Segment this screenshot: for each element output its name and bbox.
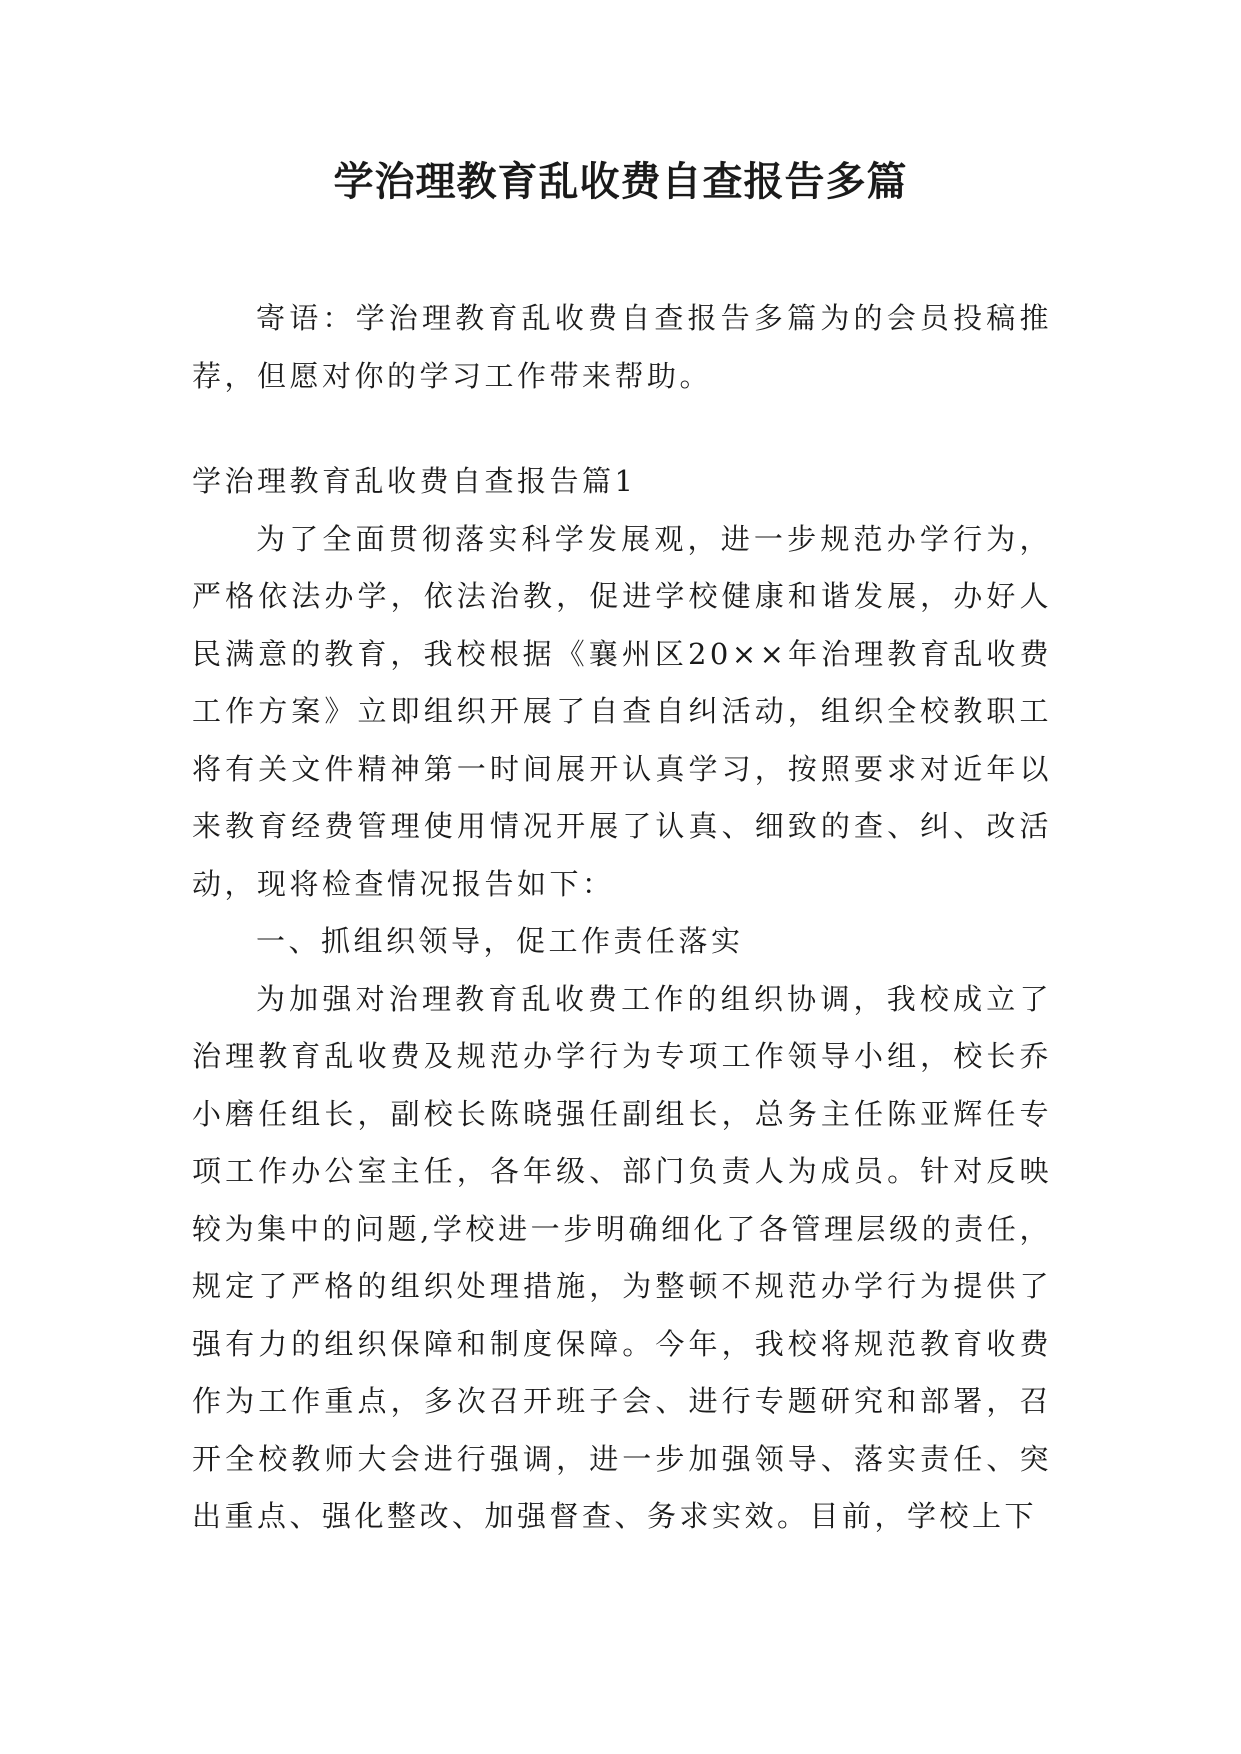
body-paragraph: 为了全面贯彻落实科学发展观，进一步规范办学行为，严格依法办学，依法治教，促进学校健康和谐发展，办好人民满意的教育，我校根据《襄州区20××年治理教育乱收费工作方案》立即组织开展了自查自纠活动，组织全校教职工将有关文件精神第一时间展开认真学习，按照要求对近年以来教育经费管理使用情况开展了认真、细致的查、纠、改活动，现将检查情况报告如下： xyxy=(192,521,1052,901)
subheading-paragraph: 一、抓组织领导，促工作责任落实 xyxy=(256,924,744,958)
section-heading: 学治理教育乱收费自查报告篇1 xyxy=(192,464,637,498)
body-paragraph: 为加强对治理教育乱收费工作的组织协调，我校成立了治理教育乱收费及规范办学行为专项工作领导小组，校长乔小磨任组长，副校长陈晓强任副组长，总务主任陈亚辉任专项工作办公室主任，各年级、部门负责人为成员。针对反映较为集中的问题,学校进一步明确细化了各管理层级的责任，规定了严格的组织处理措施，为整顿不规范办学行为提供了强有力的组织保障和制度保障。今年，我校将规范教育收费作为工作重点，多次召开班子会、进行专题研究和部署，召开全校教师大会进行强调，进一步加强领导、落实责任、突出重点、强化整改、加强督查、务求实效。目前，学校上下 xyxy=(192,981,1052,1533)
intro-paragraph: 寄语：学治理教育乱收费自查报告多篇为的会员投稿推荐，但愿对你的学习工作带来帮助。 xyxy=(192,301,1052,393)
document-title: 学治理教育乱收费自查报告多篇 xyxy=(333,158,908,205)
document-body xyxy=(192,290,1052,1546)
